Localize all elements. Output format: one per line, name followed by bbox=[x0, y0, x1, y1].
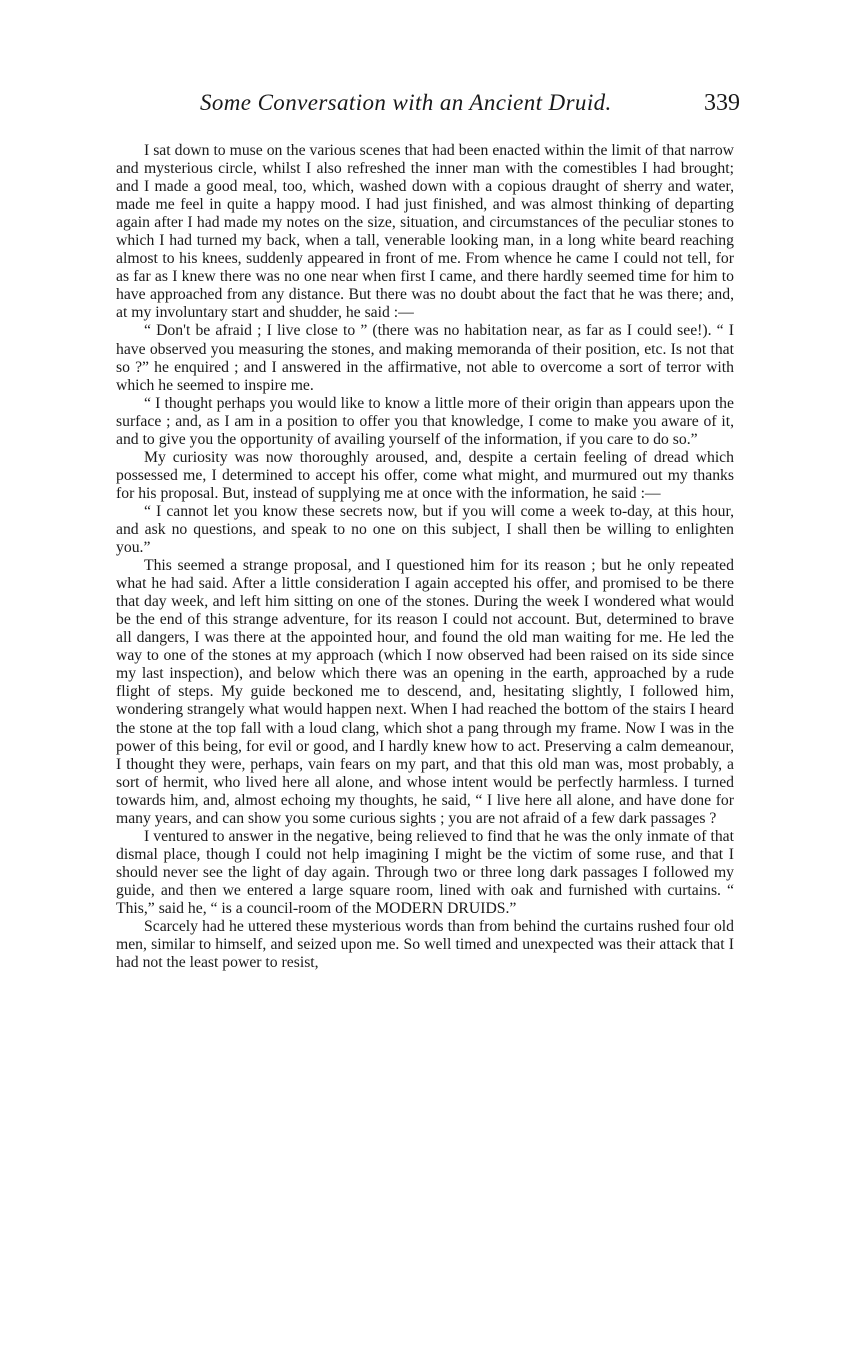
paragraph: “ I cannot let you know these secrets now, but if you will come a week to-day, at this hour, and ask no questions, and speak to no one on this subject, I shall then be willing to enlighten you.” bbox=[116, 502, 734, 557]
running-title: Some Conversation with an Ancient Druid. bbox=[200, 90, 612, 115]
running-head bbox=[116, 88, 740, 128]
body-text bbox=[116, 142, 734, 972]
paragraph: I ventured to answer in the negative, being relieved to find that he was the only inmate of that dismal place, though I could not help imagining I might be the victim of some ruse, and that I should never see the light of day again. Through two or three long dark passages I followed my guide, and then we entered a large square room, lined with oak and furnished with curtains. “ This,” said he, “ is a council-room of the MODERN DRUIDS.” bbox=[116, 827, 734, 917]
paragraph: “ Don't be afraid ; I live close to ” (there was no habitation near, as far as I could see!). “ I have observed you measuring the stones, and making memoranda of their position, etc. Is not that so ?” he enquired ; and I answered in the affirmative, not able to overcome a sort of terror with which he seemed to inspire me. bbox=[116, 322, 734, 394]
paragraph: Scarcely had he uttered these mysterious words than from behind the curtains rushed four old men, similar to himself, and seized upon me. So well timed and unexpected was their attack that I had not the least power to resist, bbox=[116, 918, 734, 972]
paragraph: I sat down to muse on the various scenes that had been enacted within the limit of that narrow and mysterious circle, whilst I also refreshed the inner man with the comestibles I had brought; and I made a good meal, too, which, washed down with a copious draught of sherry and water, made me feel in quite a happy mood. I had just finished, and was almost thinking of departing again after I had made my notes on the size, situation, and circumstances of the peculiar stones to which I had turned my back, when a tall, venerable looking man, in a long white beard reaching almost to his knees, suddenly appeared in front of me. From whence he came I could not tell, for as far as I knew there was no one near when first I came, and there hardly seemed time for him to have approached from any distance. But there was no doubt about the fact that he was there; and, at my involuntary start and shudder, he said :— bbox=[116, 142, 734, 322]
paragraph: My curiosity was now thoroughly aroused, and, despite a certain feeling of dread which possessed me, I determined to accept his offer, come what might, and murmured out my thanks for his proposal. But, instead of supplying me at once with the information, he said :— bbox=[116, 448, 734, 502]
paragraph: “ I thought perhaps you would like to know a little more of their origin than appears upon the surface ; and, as I am in a position to offer you that knowledge, I come to make you aware of it, and to give you the opportunity of availing yourself of the information, if you care to do so.” bbox=[116, 394, 734, 448]
paragraph: This seemed a strange proposal, and I questioned him for its reason ; but he only repeated what he had said. After a little consideration I again accepted his offer, and promised to be there that day week, and left him sitting on one of the stones. During the week I wondered what would be the end of this strange adventure, for its reason I could not account. But, determined to brave all dangers, I was there at the appointed hour, and found the old man waiting for me. He led the way to one of the stones at my approach (which I now observed had been raised on its side since my last inspection), and below which there was an opening in the earth, approached by a rude flight of steps. My guide beckoned me to descend, and, hesitating slightly, I followed him, wondering strangely what would happen next. When I had reached the bottom of the stairs I heard the stone at the top fall with a loud clang, which shot a pang through my frame. Now I was in the power of this being, for evil or good, and I hardly knew how to act. Preserving a calm demeanour, I thought they were, perhaps, vain fears on my part, and that this old man was, most probably, a sort of hermit, who lived here all alone, and whose intent would be perfectly harmless. I turned towards him, and, almost echoing my thoughts, he said, “ I live here all alone, and have done for many years, and can show you some curious sights ; you are not afraid of a few dark passages ? bbox=[116, 557, 734, 827]
page-number: 339 bbox=[704, 90, 740, 116]
